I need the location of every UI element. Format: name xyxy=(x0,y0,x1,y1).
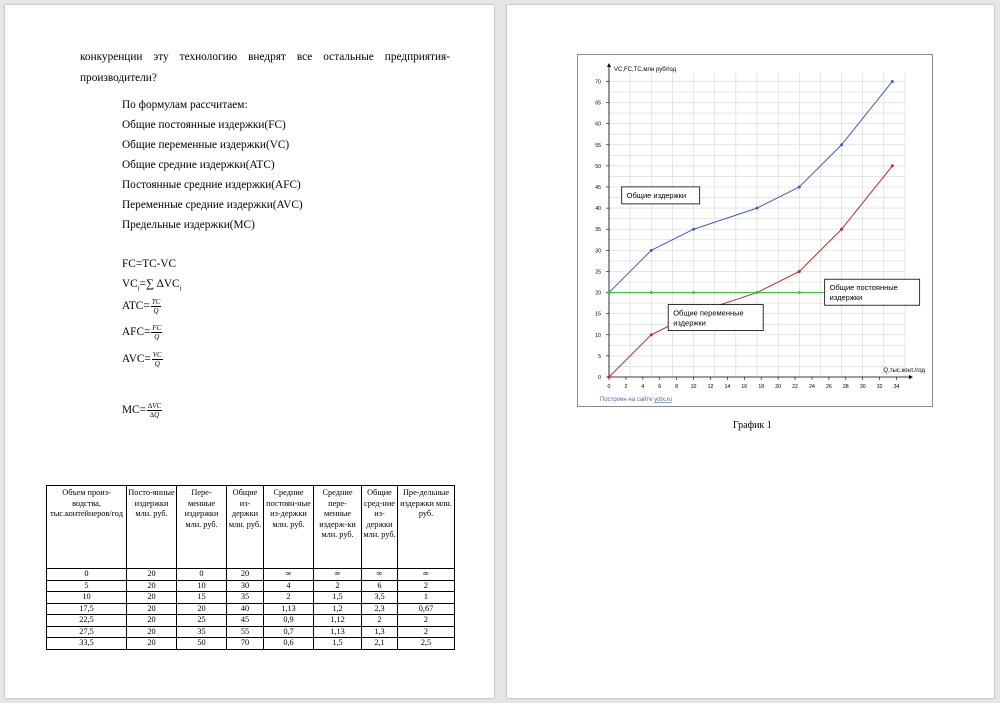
y-tick-label: 50 xyxy=(595,163,601,170)
table-cell: 2,5 xyxy=(398,638,455,650)
x-tick-label: 26 xyxy=(825,384,832,390)
formula-atc: ATC= $\frac{TC}{Q}$ xyxy=(122,298,161,315)
chart-footer: Построен на сайте yotx.ru xyxy=(600,397,673,403)
list-item: Переменные средние издержки(AVC) xyxy=(122,199,303,211)
x-tick-label: 2 xyxy=(624,384,628,390)
table-cell: 20 xyxy=(127,626,177,638)
table-cell: 20 xyxy=(127,580,177,592)
y-tick-label: 45 xyxy=(595,185,601,191)
formula-afc: AFC= $\frac{FC}{Q}$ xyxy=(122,324,162,341)
table-cell: 35 xyxy=(177,626,227,638)
table-cell: 20 xyxy=(127,592,177,604)
table-cell: 2 xyxy=(398,626,455,638)
table-cell: 1,13 xyxy=(314,626,362,638)
y-tick-label: 0 xyxy=(598,375,601,381)
x-tick-label: 16 xyxy=(741,384,748,390)
table-cell: 0 xyxy=(47,569,127,581)
table-cell: 1,2 xyxy=(314,603,362,615)
table-cell: 20 xyxy=(127,638,177,650)
x-tick-label: 32 xyxy=(876,384,883,390)
table-cell: 70 xyxy=(227,638,264,650)
table-cell: 2 xyxy=(362,615,398,627)
y-tick-label: 60 xyxy=(595,121,601,128)
data-point xyxy=(756,207,759,210)
chart-caption: График 1 xyxy=(733,420,772,431)
table-cell: 2 xyxy=(264,592,314,604)
data-point xyxy=(891,164,894,167)
cost-chart xyxy=(577,54,933,407)
document-page-2 xyxy=(507,5,994,698)
table-header-cell: Общие сред-ние из-держки млн. руб. xyxy=(362,486,398,569)
table-cell: 0,7 xyxy=(264,626,314,638)
table-cell: 10 xyxy=(177,580,227,592)
y-tick-label: 35 xyxy=(595,227,601,234)
y-axis-arrow xyxy=(607,63,611,67)
table-cell: 20 xyxy=(127,569,177,581)
table-header-cell: Объем произ-водства, тыс.контейнеров/год xyxy=(47,486,127,569)
intro-text: По формулам рассчитаем: xyxy=(122,99,248,111)
data-point xyxy=(756,291,759,294)
table-cell: 2 xyxy=(398,615,455,627)
formula-mc: MC= $\frac{\Delta VC}{\Delta Q}$ xyxy=(122,402,162,419)
table-cell: 2,1 xyxy=(362,638,398,650)
list-item: Общие переменные издержки(VC) xyxy=(122,139,290,151)
formula-avc: AVC= $\frac{VC}{Q}$ xyxy=(122,351,162,368)
table-cell: 0,9 xyxy=(264,615,314,627)
y-tick-label: 65 xyxy=(595,100,601,107)
x-axis-label: Q,тыс.конт./год xyxy=(883,368,925,374)
data-point xyxy=(608,291,611,294)
paragraph-line-2: производители? xyxy=(80,72,157,84)
table-cell: 1,12 xyxy=(314,615,362,627)
table-row xyxy=(47,603,455,615)
table-cell: 1,13 xyxy=(264,603,314,615)
table-row xyxy=(47,580,455,592)
table-cell: 55 xyxy=(227,626,264,638)
table-cell: 35 xyxy=(227,592,264,604)
table-cell: 3,5 xyxy=(362,592,398,604)
list-item: Постоянные средние издержки(AFC) xyxy=(122,179,301,191)
table-cell: 1,5 xyxy=(314,638,362,650)
table-cell: ∞ xyxy=(398,569,455,581)
y-tick-label: 70 xyxy=(595,79,601,86)
table-cell: 1,5 xyxy=(314,592,362,604)
table-cell: 6 xyxy=(362,580,398,592)
table-cell: 2 xyxy=(398,580,455,592)
table-cell: 2 xyxy=(314,580,362,592)
y-tick-label: 55 xyxy=(595,142,601,149)
data-point xyxy=(692,291,695,294)
table-row xyxy=(47,569,455,581)
table-cell: ∞ xyxy=(314,569,362,581)
data-point xyxy=(891,80,894,83)
x-tick-label: 0 xyxy=(607,384,611,390)
table-row xyxy=(47,638,455,650)
table-cell: ∞ xyxy=(362,569,398,581)
data-point xyxy=(608,376,611,379)
table-header-cell: Средние постоян-ные из-держки млн. руб. xyxy=(264,486,314,569)
table-cell: 17,5 xyxy=(47,603,127,615)
table-row xyxy=(47,626,455,638)
series-label: издержки xyxy=(829,293,863,303)
table-cell: 1 xyxy=(398,592,455,604)
table-cell: 0,67 xyxy=(398,603,455,615)
y-tick-label: 10 xyxy=(595,332,601,339)
x-tick-label: 24 xyxy=(809,384,815,390)
table-cell: 0 xyxy=(177,569,227,581)
table-cell: 20 xyxy=(127,603,177,615)
table-cell: 10 xyxy=(47,592,127,604)
list-item: Предельные издержки(MC) xyxy=(122,219,255,231)
x-tick-label: 6 xyxy=(658,384,662,390)
list-item: Общие средние издержки(ATC) xyxy=(122,159,275,171)
table-row xyxy=(47,592,455,604)
data-point xyxy=(692,228,695,231)
x-axis-arrow xyxy=(909,375,913,379)
chart-svg xyxy=(578,55,932,406)
table-cell: 30 xyxy=(227,580,264,592)
y-tick-label: 40 xyxy=(595,206,601,213)
data-point xyxy=(650,333,653,336)
table-header-cell: Пре-дельные издержки млн. руб. xyxy=(398,486,455,569)
table-cell: 25 xyxy=(177,615,227,627)
series-label: Общие переменные xyxy=(673,308,744,318)
table-cell: 22,5 xyxy=(47,615,127,627)
data-point xyxy=(650,291,653,294)
data-point xyxy=(798,270,801,273)
data-point xyxy=(798,291,801,294)
table-cell: 20 xyxy=(177,603,227,615)
x-tick-label: 8 xyxy=(675,384,679,390)
cost-table xyxy=(46,485,455,650)
y-tick-label: 30 xyxy=(595,248,601,255)
table-cell: 50 xyxy=(177,638,227,650)
series-label: издержки xyxy=(673,318,706,328)
data-point xyxy=(840,228,843,231)
y-tick-label: 20 xyxy=(595,290,601,297)
formula-vc: $VC_i=\sum$ $\Delta VC_i$ xyxy=(122,278,182,293)
y-tick-label: 25 xyxy=(595,269,601,276)
x-tick-label: 14 xyxy=(724,384,731,390)
table-cell: 15 xyxy=(177,592,227,604)
table-cell: 40 xyxy=(227,603,264,615)
x-tick-label: 22 xyxy=(792,384,798,390)
x-tick-label: 20 xyxy=(775,384,782,390)
document-page-1 xyxy=(5,5,494,698)
formula-fc: FC=TC-VC xyxy=(122,258,177,270)
table-cell: 4 xyxy=(264,580,314,592)
data-point xyxy=(650,249,653,252)
table-cell: ∞ xyxy=(264,569,314,581)
series-label: Общие постоянные xyxy=(829,283,898,293)
x-tick-label: 18 xyxy=(758,384,765,390)
list-item: Общие постоянные издержки(FC) xyxy=(122,119,286,131)
x-tick-label: 34 xyxy=(893,384,900,390)
table-cell: 20 xyxy=(127,615,177,627)
series-label: Общие издержки xyxy=(626,190,687,200)
table-cell: 33,5 xyxy=(47,638,127,650)
table-row xyxy=(47,615,455,627)
table-header-row xyxy=(47,486,455,569)
paragraph-line-1: конкуренции эту технологию внедрят все остальные предприятия- xyxy=(80,51,450,63)
data-point xyxy=(798,186,801,189)
table-cell: 2,3 xyxy=(362,603,398,615)
table-cell: 5 xyxy=(47,580,127,592)
table-header-cell: Средние пере-менные издерж-ки млн. руб. xyxy=(314,486,362,569)
table-header-cell: Общие из-держки млн. руб. xyxy=(227,486,264,569)
data-point xyxy=(840,143,843,146)
y-tick-label: 15 xyxy=(595,311,601,318)
paragraph xyxy=(80,47,450,89)
table-cell: 1,3 xyxy=(362,626,398,638)
x-tick-label: 28 xyxy=(842,384,849,390)
table-cell: 20 xyxy=(227,569,264,581)
x-tick-label: 12 xyxy=(707,384,714,390)
y-axis-label: VC,FC,TC,млн руб/год xyxy=(614,67,677,73)
y-tick-label: 5 xyxy=(598,353,601,360)
table-cell: 0,6 xyxy=(264,638,314,650)
table-cell: 45 xyxy=(227,615,264,627)
x-tick-label: 30 xyxy=(859,384,866,390)
x-tick-label: 4 xyxy=(641,384,645,390)
x-tick-label: 10 xyxy=(690,384,697,390)
table-header-cell: Посто-янные издержки млн. руб. xyxy=(127,486,177,569)
table-header-cell: Пере-менные издержки млн. руб. xyxy=(177,486,227,569)
table-cell: 27,5 xyxy=(47,626,127,638)
